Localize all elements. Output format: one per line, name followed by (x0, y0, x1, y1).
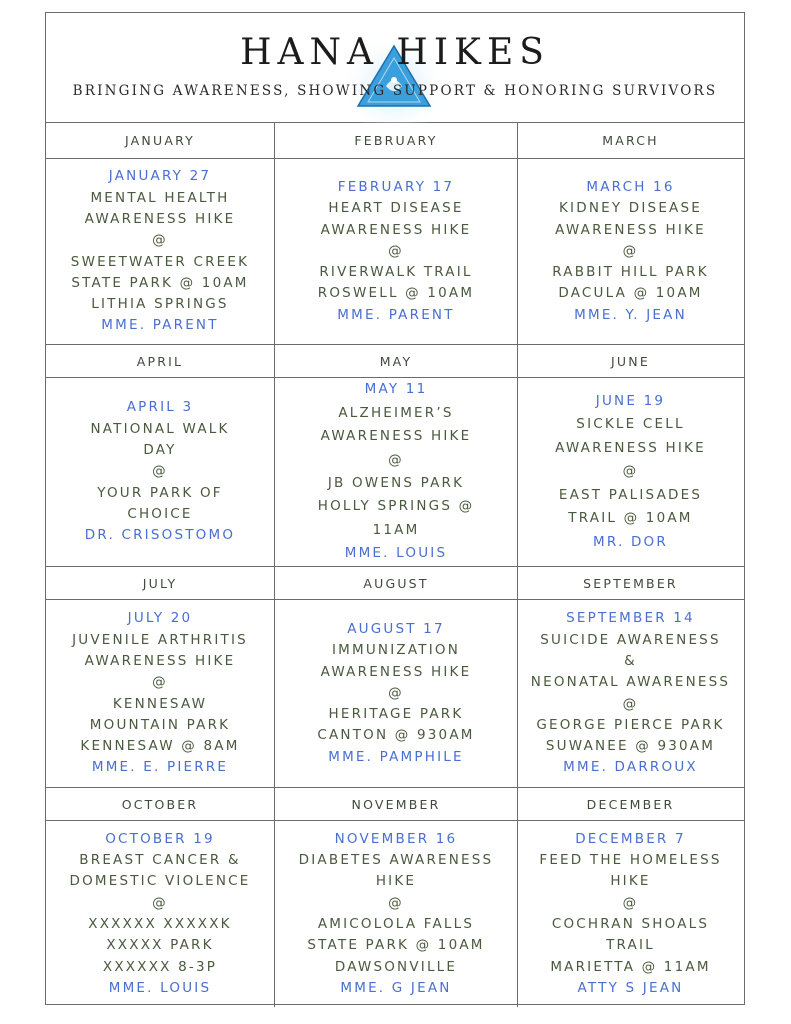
event-date: FEBRUARY 17 (337, 178, 455, 195)
event-detail-line: @ (622, 242, 639, 259)
event-host: MME. DARROUX (563, 759, 698, 776)
month-header-row (46, 123, 744, 159)
event-detail-line: KENNESAW (112, 695, 208, 712)
event-cell (46, 159, 275, 344)
event-detail-line: HEART DISEASE (328, 200, 464, 217)
event-detail-line: AWARENESS HIKE (555, 221, 706, 238)
event-detail-line: IMMUNIZATION (331, 642, 460, 659)
event-detail-line: DOMESTIC VIOLENCE (69, 873, 251, 890)
event-detail-line: YOUR PARK OF (97, 484, 223, 501)
page-title: HANA HIKES (240, 32, 550, 73)
event-cell (46, 600, 275, 787)
event-host: MME. PAMPHILE (328, 748, 464, 765)
event-detail-line: @ (388, 684, 404, 701)
event-detail-line: NEONATAL AWARENESS (530, 674, 731, 691)
event-detail-line: XXXXXX 8-3P (102, 958, 218, 975)
month-cell (518, 345, 743, 377)
event-detail-line: HERITAGE PARK (328, 706, 464, 723)
event-detail-line: XXXXXX XXXXXK (88, 916, 232, 932)
event-date: APRIL 3 (126, 399, 194, 416)
event-detail-line: ALZHEIMER’S (338, 404, 454, 421)
event-detail-line: MARIETTA @ 11AM (550, 958, 711, 975)
event-detail-line: HOLLY SPRINGS @ (317, 498, 475, 515)
event-block (85, 397, 235, 546)
event-cell (518, 600, 743, 787)
month-label: DECEMBER (586, 796, 675, 812)
event-detail-line: @ (152, 463, 168, 480)
event-cell (46, 378, 275, 566)
event-detail-line: HIKE (375, 873, 417, 890)
event-date: DECEMBER 7 (575, 830, 686, 847)
event-date: NOVEMBER 16 (334, 830, 458, 847)
event-detail-line: XXXXX PARK (106, 937, 214, 954)
event-detail-line: MENTAL HEALTH (90, 189, 230, 206)
event-host: MR. DOR (593, 533, 668, 550)
event-detail-line: @ (622, 695, 639, 712)
event-detail-line: AWARENESS HIKE (320, 663, 472, 680)
event-detail-line: DAY (143, 442, 177, 459)
event-cell (518, 159, 743, 344)
month-cell (518, 123, 743, 158)
month-label: APRIL (136, 353, 184, 369)
event-host: MME. LOUIS (344, 545, 448, 562)
event-host: MME. Y. JEAN (574, 306, 687, 323)
event-block (317, 619, 474, 768)
month-cell (46, 123, 275, 158)
event-block (318, 177, 474, 326)
event-detail-line: @ (388, 894, 404, 911)
event-detail-line: DACULA @ 10AM (558, 285, 703, 302)
event-detail-line: AWARENESS HIKE (320, 428, 472, 445)
event-detail-line: RIVERWALK TRAIL (319, 264, 473, 281)
month-label: JANUARY (125, 133, 195, 148)
event-detail-line: AWARENESS HIKE (555, 439, 706, 456)
event-detail-line: JUVENILE ARTHRITIS (72, 631, 248, 648)
month-label: FEBRUARY (354, 133, 438, 148)
event-cell (518, 821, 743, 1007)
event-block (318, 378, 475, 565)
month-header-row (46, 567, 744, 600)
event-date: AUGUST 17 (347, 620, 445, 637)
event-detail-line: SUICIDE AWARENESS (540, 631, 721, 648)
month-label: JULY (142, 575, 178, 591)
event-detail-line: DAWSONVILLE (334, 958, 458, 975)
event-block (531, 608, 730, 778)
event-detail-line: AWARENESS HIKE (84, 210, 236, 227)
month-cell (275, 123, 518, 158)
month-label: MAY (379, 353, 413, 369)
month-label: SEPTEMBER (583, 575, 678, 591)
event-block (539, 829, 721, 999)
event-row (46, 600, 744, 788)
event-detail-line: AWARENESS HIKE (84, 652, 236, 669)
event-date: MAY 11 (364, 381, 428, 398)
month-label: AUGUST (363, 575, 429, 591)
event-host: MME. PARENT (337, 306, 455, 323)
event-detail-line: GEORGE PIERCE PARK (536, 716, 725, 733)
event-block (555, 390, 706, 554)
event-detail-line: @ (622, 894, 639, 911)
month-cell (275, 567, 518, 599)
event-detail-line: KIDNEY DISEASE (558, 200, 702, 217)
event-detail-line: LITHIA SPRINGS (91, 296, 229, 313)
event-detail-line: @ (388, 242, 404, 259)
event-detail-line: AMICOLOLA FALLS (317, 916, 475, 932)
event-host: MME. G JEAN (340, 979, 452, 996)
month-header-row (46, 345, 744, 378)
event-detail-line: DIABETES AWARENESS (298, 852, 494, 869)
event-block (69, 829, 250, 999)
event-host: DR. CRISOSTOMO (84, 527, 236, 544)
month-label: NOVEMBER (351, 796, 441, 812)
page-subtitle: BRINGING AWARENESS, SHOWING SUPPORT & HONORING SURVIVORS (72, 83, 718, 99)
event-date: JUNE 19 (595, 393, 666, 410)
event-detail-line: RABBIT HILL PARK (552, 264, 709, 281)
event-detail-line: & (624, 652, 637, 669)
event-detail-line: EAST PALISADES (558, 486, 703, 503)
event-detail-line: HIKE (610, 873, 651, 890)
event-detail-line: SICKLE CELL (576, 416, 685, 433)
event-detail-line: BREAST CANCER & (79, 852, 241, 869)
event-host: MME. E. PIERRE (91, 759, 229, 776)
event-date: JANUARY 27 (108, 168, 212, 185)
month-cell (46, 788, 275, 820)
month-cell (518, 567, 743, 599)
event-host: ATTY S JEAN (577, 979, 684, 996)
event-detail-line: SUWANEE @ 930AM (545, 738, 716, 755)
event-detail-line: @ (622, 463, 639, 480)
month-cell (275, 345, 518, 377)
event-detail-line: STATE PARK @ 10AM (71, 274, 249, 291)
month-cell (518, 788, 743, 820)
event-row (46, 821, 744, 1007)
event-detail-line: SWEETWATER CREEK (70, 253, 250, 270)
event-cell (275, 159, 518, 344)
event-date: JULY 20 (127, 610, 193, 627)
event-detail-line: CHOICE (127, 505, 193, 522)
event-block (72, 608, 248, 778)
event-block (552, 177, 709, 326)
event-detail-line: @ (388, 451, 404, 468)
month-cell (275, 788, 518, 820)
event-row (46, 378, 744, 567)
month-cell (46, 345, 275, 377)
event-detail-line: TRAIL (606, 937, 655, 954)
event-date: OCTOBER 19 (105, 830, 215, 847)
header (46, 13, 744, 123)
event-detail-line: JB OWENS PARK (327, 475, 465, 491)
event-detail-line: ROSWELL @ 10AM (317, 285, 475, 302)
event-detail-line: COCHRAN SHOALS (551, 916, 710, 932)
event-cell (46, 821, 275, 1007)
event-detail-line: NATIONAL WALK (90, 420, 230, 437)
month-label: MARCH (602, 133, 659, 148)
calendar-sheet (45, 12, 745, 1005)
event-detail-line: AWARENESS HIKE (320, 221, 472, 238)
event-detail-line: MOUNTAIN PARK (89, 716, 231, 733)
event-block (71, 166, 249, 336)
month-label: OCTOBER (121, 796, 199, 812)
event-detail-line: TRAIL @ 10AM (568, 510, 693, 527)
event-cell (518, 378, 743, 566)
event-detail-line: @ (152, 674, 168, 691)
event-host: MME. PARENT (101, 317, 219, 334)
event-detail-line: 11AM (372, 521, 420, 538)
event-detail-line: FEED THE HOMELESS (539, 852, 722, 869)
event-cell (275, 378, 518, 566)
calendar-grid (46, 123, 744, 1007)
event-block (299, 829, 494, 999)
event-host: MME. LOUIS (108, 979, 212, 996)
event-detail-line: STATE PARK @ 10AM (307, 937, 485, 954)
event-detail-line: KENNESAW @ 8AM (80, 738, 240, 755)
event-cell (275, 600, 518, 787)
month-cell (46, 567, 275, 599)
event-cell (275, 821, 518, 1007)
event-detail-line: CANTON @ 930AM (317, 727, 475, 744)
event-date: MARCH 16 (586, 178, 675, 195)
month-label: JUNE (611, 353, 650, 369)
event-date: SEPTEMBER 14 (566, 610, 695, 627)
event-row (46, 159, 744, 345)
event-detail-line: @ (152, 232, 168, 249)
month-header-row (46, 788, 744, 821)
event-detail-line: @ (152, 894, 168, 911)
